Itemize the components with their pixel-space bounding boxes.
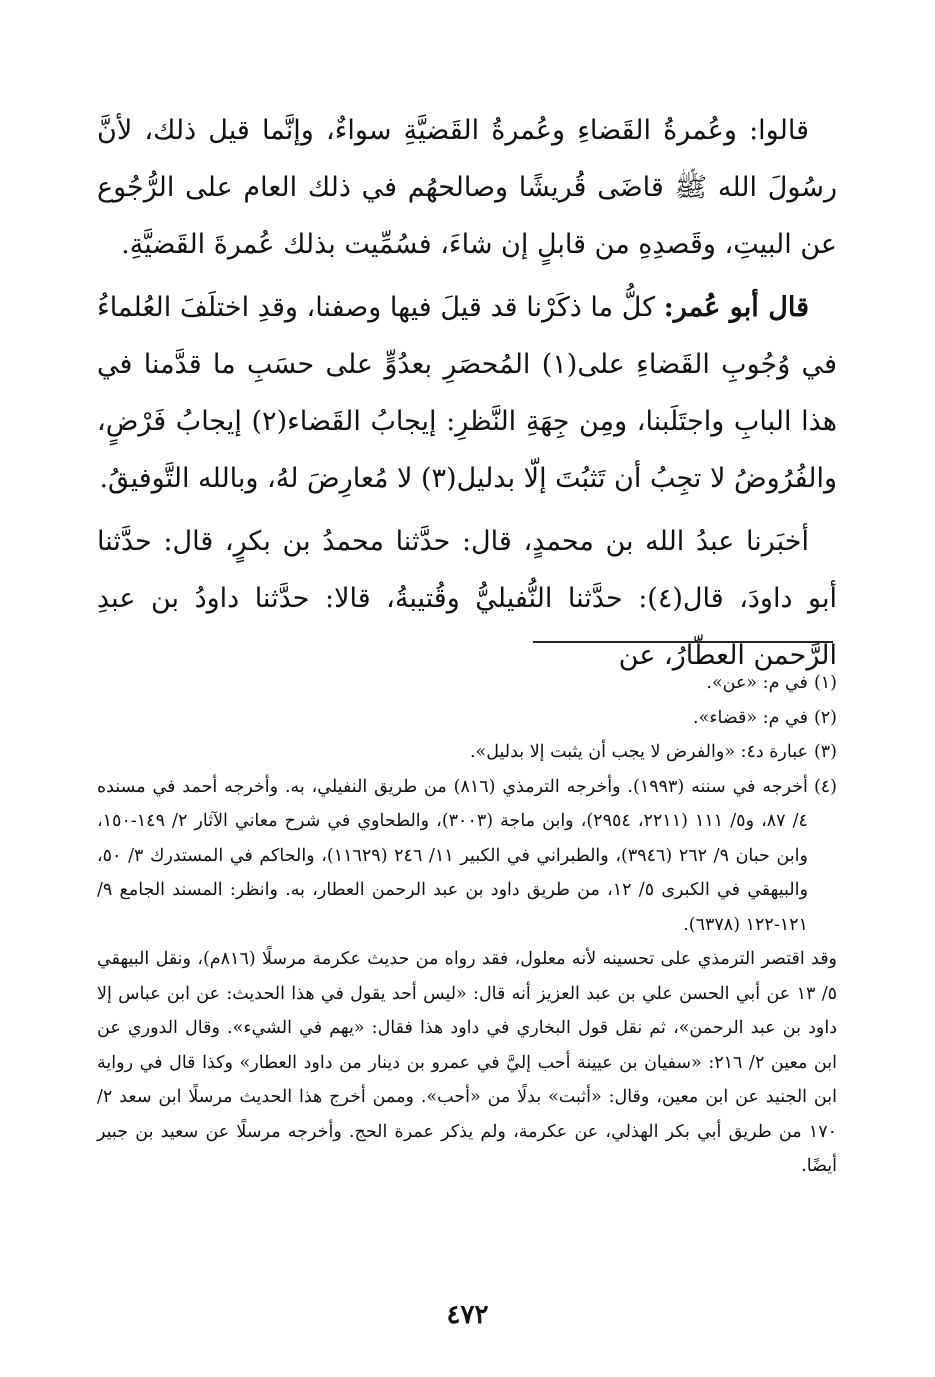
- speaker-label: قال أبو عُمر:: [663, 292, 809, 323]
- page-number: ٤٧٢: [446, 1300, 489, 1330]
- footnote-text: في م: «قضاء».: [693, 707, 808, 728]
- footnote-text: في م: «عن».: [706, 673, 808, 693]
- footnote-2: [97, 701, 837, 736]
- paragraph-2-body: كلُّ ما ذكَرْنا قد قيلَ فيها وصفنا، وقدِ اختلَفَ العُلماءُ في وُجُوبِ القَضاءِ على(١) المُحصَرِ بعدُوٍّ على حسَبِ ما قدَّمنا في هذا البابِ واجتَلَبنا، ومِن جِهَةِ النَّظرِ: إيجابُ القَضاء(٢) إيجابُ فَرْضٍ، والفُرُوضُ لا تجِبُ أن تَثبُتَ إلّا بدليل(٣) لا مُعارِضَ لهُ، وبالله التَّوفيقُ.: [97, 292, 837, 494]
- footnote-4: [97, 770, 837, 943]
- footnote-divider: [533, 641, 833, 643]
- footnote-number: (١): [813, 673, 837, 693]
- footnote-number: (٤): [813, 776, 837, 797]
- footnote-number: (٢): [813, 707, 837, 728]
- footnote-4-continuation: وقد اقتصر الترمذي على تحسينه لأنه معلول، فقد رواه من حديث عكرمة مرسلًا (٨١٦م)، ونقل البيهقي ٥/ ١٣ عن أبي الحسن علي بن عبد العزيز أنه قال: «ليس أحد يقول في هذا الحديث: عن ابن عباس إلا داود بن عبد الرحمن»، ثم نقل قول البخاري في داود هذا فقال: «يهم في الشيء». وقال الدوري عن ابن معين ٢/ ٢١٦: «سفيان بن عيينة أحب إليَّ في عمرو بن دينار من داود العطار» وكذا قال في رواية ابن الجنيد عن ابن معين، وقال: «أثبت» بدلًا من «أحب». وممن أخرج هذا الحديث مرسلًا ابن سعد ٢/ ١٧٠ من طريق أبي بكر الهذلي، عن عكرمة، ولم يذكر عمرة الحج. وأخرجه مرسلًا عن سعيد بن جبير أيضًا.: [97, 949, 838, 1176]
- paragraph-2: [97, 279, 837, 507]
- paragraph-3: أخبَرنا عبدُ الله بن محمدٍ، قال: حدَّثنا محمدُ بن بكرٍ، قال: حدَّثنا أبو داودَ، قال(٤): حدَّثنا النُّفيليُّ وقُتيبةُ، قالا: حدَّثنا داودُ بن عبدِ الرَّحمن العطّارُ، عن: [97, 526, 837, 671]
- footnote-text: عبارة د٤: «والفرض لا يجب أن يثبت إلا بدليل».: [469, 742, 808, 762]
- footnote-1: [97, 666, 837, 701]
- footnotes: [97, 666, 837, 1184]
- footnote-number: (٣): [813, 742, 837, 762]
- paragraph-1: قالوا: وعُمرةُ القَضاءِ وعُمرةُ القَضيَّةِ سواءٌ، وإنَّما قيل ذلك، لأنَّ رسُولَ الله ﷺ قاضَى قُريشًا وصالحهُم في ذلك العام على الرُّجُوع عن البيتِ، وقَصدِهِ من قابلٍ إن شاءَ، فسُمِّيت بذلك عُمرةَ القَضيَّةِ.: [97, 115, 837, 260]
- main-text: [97, 102, 837, 690]
- footnote-3: [97, 735, 837, 770]
- footnote-text: أخرجه في سننه (١٩٩٣). وأخرجه الترمذي (٨١٦) من طريق النفيلي، به. وأخرجه أحمد في مسنده ٤/ ٨٧، و٥/ ١١١ (٢٢١١، ٢٩٥٤)، وابن ماجة (٣٠٠٣)، والطحاوي في شرح معاني الآثار ٢/ ١٤٩-١٥٠، وابن حبان ٩/ ٢٦٢ (٣٩٤٦)، والطبراني في الكبير ١١/ ٢٤٦ (١١٦٢٩)، والحاكم في المستدرك ٣/ ٥٠، والبيهقي في الكبرى ٥/ ١٢، من طريق داود بن عبد الرحمن العطار، به. وانظر: المسند الجامع ٩/ ١٢١-١٢٢ (٦٣٧٨).: [97, 776, 808, 935]
